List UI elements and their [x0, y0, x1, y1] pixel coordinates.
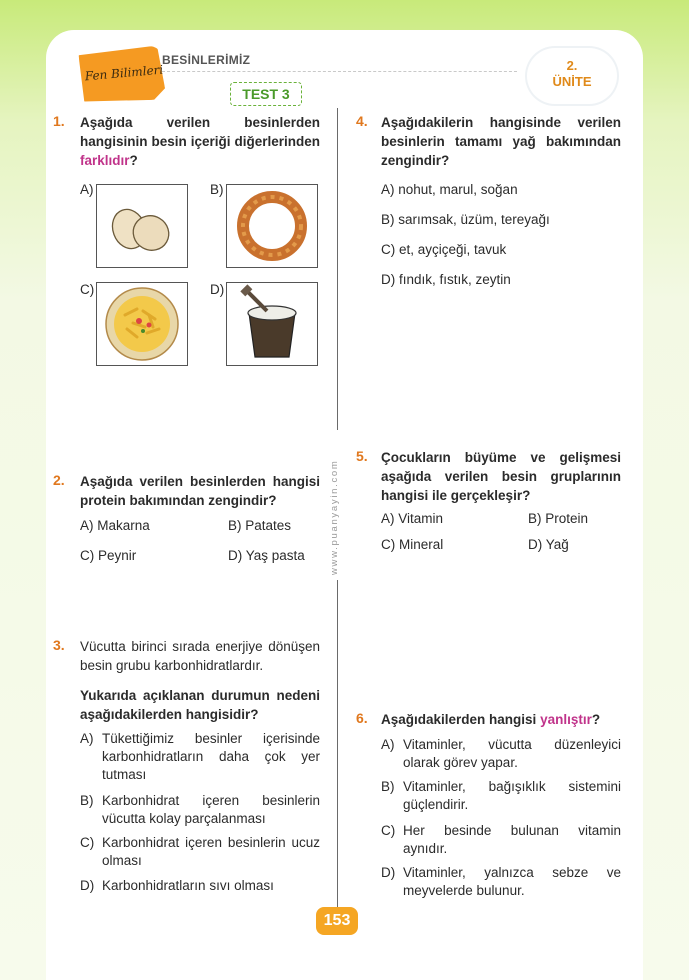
- page-number: 153: [316, 907, 358, 935]
- q3-option-d-text: Karbonhidratların sıvı olması: [102, 878, 274, 893]
- q5-option-a[interactable]: A) Vitamin: [381, 511, 444, 526]
- unit-title: BESİNLERİMİZ: [162, 53, 251, 67]
- question-5-number: 5.: [356, 448, 368, 464]
- question-3-stem: Yukarıda açıklanan durumun nedeni aşağıdakilerden hangisidir?: [80, 688, 320, 722]
- olive-oil-jar-image: [226, 282, 318, 366]
- q1-option-d-label[interactable]: D): [210, 282, 225, 297]
- q6-option-d[interactable]: [381, 864, 621, 900]
- q6-option-b[interactable]: [381, 778, 621, 814]
- question-2-stem: Aşağıda verilen besinlerden hangisi protein bakımından zengindir?: [80, 474, 320, 508]
- question-4-stem: Aşağıdakilerin hangisinde verilen besinlerin tamamı yağ bakımından zengindir?: [381, 115, 621, 168]
- q6-option-c-text: Her besinde bulunan vitamin aynıdır.: [403, 823, 621, 856]
- question-3-text: Vücutta birinci sırada enerjiye dönüşen besin grubu karbonhidratlardır.: [80, 639, 320, 673]
- simit-icon: [227, 185, 317, 267]
- q2-option-d[interactable]: D) Yaş pasta: [228, 548, 305, 563]
- subject-label: Fen Bilimleri: [84, 62, 164, 84]
- question-1-end: ?: [129, 153, 138, 168]
- header-divider: [162, 71, 522, 72]
- simit-image: [226, 184, 318, 268]
- q6-option-a-text: Vitaminler, vücutta düzenleyici olarak görev yapar.: [403, 737, 621, 770]
- q3-option-b[interactable]: [80, 792, 320, 828]
- q3-option-c-text: Karbonhidrat içeren besinlerin ucuz olması: [102, 835, 320, 868]
- q2-option-c[interactable]: C) Peynir: [80, 548, 137, 563]
- eggs-icon: [97, 185, 187, 267]
- q3-option-b-label: B): [80, 793, 94, 808]
- pasta-image: [96, 282, 188, 366]
- question-1-stem: [80, 113, 320, 170]
- question-1-text: Aşağıda verilen besinlerden hangisinin besin içeriği diğerlerinden: [80, 115, 320, 149]
- eggs-image: [96, 184, 188, 268]
- q6-option-b-label: B): [381, 779, 395, 794]
- q6-option-c-label: C): [381, 823, 396, 838]
- question-1-number: 1.: [53, 113, 65, 129]
- q3-option-d[interactable]: [80, 877, 320, 895]
- unit-number: [527, 58, 617, 90]
- q4-option-a[interactable]: A) nohut, marul, soğan: [381, 182, 518, 197]
- q1-option-a-label[interactable]: A): [80, 182, 94, 197]
- q2-option-a[interactable]: A) Makarna: [80, 518, 150, 533]
- q5-option-d[interactable]: D) Yağ: [528, 537, 569, 552]
- question-6-highlight: yanlıştır: [540, 712, 592, 727]
- question-6-end: ?: [591, 712, 601, 727]
- question-4-number: 4.: [356, 113, 368, 129]
- q3-option-c-label: C): [80, 835, 95, 850]
- q6-option-b-text: Vitaminler, bağışıklık sistemini güçlendirir.: [403, 779, 621, 812]
- q3-option-a-text: Tükettiğimiz besinler içerisinde karbonhidratların daha çok yer tutması: [102, 731, 320, 782]
- unit-number-value: 2.: [566, 58, 578, 73]
- q6-option-a[interactable]: [381, 736, 621, 772]
- jar-icon: [227, 283, 317, 365]
- q3-option-a[interactable]: [80, 730, 320, 784]
- question-6-text: Aşağıdakilerden hangisi: [381, 712, 537, 727]
- q6-option-d-text: Vitaminler, yalnızca sebze ve meyvelerde bulunur.: [403, 865, 621, 898]
- q6-option-a-label: A): [381, 737, 395, 752]
- question-3-number: 3.: [53, 637, 65, 653]
- question-1-highlight: farklıdır: [80, 153, 130, 168]
- q3-option-d-label: D): [80, 878, 95, 893]
- q3-option-c[interactable]: [80, 834, 320, 870]
- pasta-plate-icon: [97, 283, 187, 365]
- unit-number-label: ÜNİTE: [552, 74, 592, 89]
- test-label: TEST 3: [230, 82, 302, 106]
- question-2-number: 2.: [53, 472, 65, 488]
- question-6-number: 6.: [356, 710, 368, 726]
- q5-option-b[interactable]: B) Protein: [528, 511, 589, 526]
- q1-option-b-label[interactable]: B): [210, 182, 224, 197]
- q4-option-c[interactable]: C) et, ayçiçeği, tavuk: [381, 242, 507, 257]
- q3-option-b-text: Karbonhidrat içeren besinlerin vücutta kolay parçalanması: [102, 793, 320, 826]
- q2-option-b[interactable]: B) Patates: [228, 518, 292, 533]
- q4-option-d[interactable]: D) fındık, fıstık, zeytin: [381, 272, 511, 287]
- q3-option-a-label: A): [80, 731, 94, 746]
- q6-option-d-label: D): [381, 865, 396, 880]
- q6-option-c[interactable]: [381, 822, 621, 858]
- q1-option-c-label[interactable]: C): [80, 282, 95, 297]
- q4-option-b[interactable]: B) sarımsak, üzüm, tereyağı: [381, 212, 550, 227]
- q5-option-c[interactable]: C) Mineral: [381, 537, 444, 552]
- question-6-stem: [381, 710, 626, 729]
- question-5-stem: Çocukların büyüme ve gelişmesi aşağıda verilen besin gruplarının hangisi ile gerçekleşir?: [381, 450, 621, 503]
- website-text: www.puanyayin.com: [329, 459, 340, 575]
